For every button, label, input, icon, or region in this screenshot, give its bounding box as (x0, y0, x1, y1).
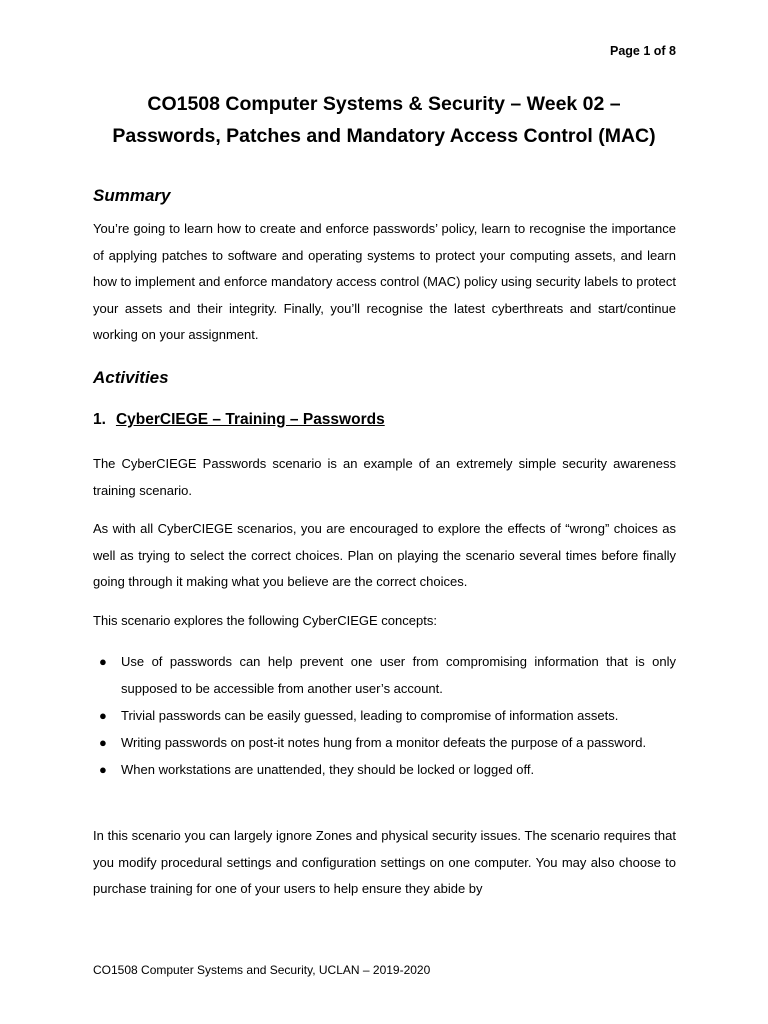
concepts-list (93, 648, 676, 783)
list-item (93, 729, 676, 756)
summary-heading: Summary (93, 186, 171, 205)
title-line-2: Passwords, Patches and Mandatory Access Control (MAC) (112, 125, 656, 147)
page-footer: CO1508 Computer Systems and Security, UCLAN – 2019-2020 (93, 963, 431, 977)
bullet-icon: ● (99, 654, 107, 669)
list-item-text: When workstations are unattended, they should be locked or logged off. (121, 762, 535, 777)
list-item (93, 648, 676, 702)
section-1-title: CyberCIEGE – Training – Passwords (115, 411, 385, 428)
list-item-text: Use of passwords can help prevent one user from compromising information that is only supposed to be accessible from another user’s account. (121, 654, 676, 696)
bullet-icon: ● (99, 735, 107, 750)
section-1-number: 1. (93, 411, 106, 428)
section-1-paragraph-1: The CyberCIEGE Passwords scenario is an example of an extremely simple security awareness training scenario. (93, 456, 676, 498)
list-item (93, 702, 676, 729)
section-1-paragraph-3: This scenario explores the following CyberCIEGE concepts: (93, 613, 437, 628)
page-number: Page 1 of 8 (610, 44, 676, 58)
summary-paragraph: You’re going to learn how to create and enforce passwords’ policy, learn to recognise the importance of applying patches to software and operating systems to protect your computing assets, and learn how to implement and enforce mandatory access control (MAC) policy using security labels to protect your assets and their integrity. Finally, you’ll recognise the latest cyberthreats and start/continue working on your assignment. (93, 221, 676, 342)
activities-heading: Activities (93, 368, 169, 387)
list-item-text: Writing passwords on post-it notes hung from a monitor defeats the purpose of a password. (121, 735, 647, 750)
bullet-icon: ● (99, 762, 107, 777)
bullet-icon: ● (99, 708, 107, 723)
document-title (60, 88, 708, 152)
section-1-paragraph-2: As with all CyberCIEGE scenarios, you are encouraged to explore the effects of “wrong” choices as well as trying to select the correct choices. Plan on playing the scenario several times before finally going through it making what you believe are the correct choices. (93, 521, 676, 589)
list-item (93, 756, 676, 783)
list-item-text: Trivial passwords can be easily guessed, leading to compromise of information assets. (121, 708, 619, 723)
section-1-heading (93, 411, 385, 429)
title-line-1: CO1508 Computer Systems & Security – Week 02 – (147, 93, 621, 115)
section-1-paragraph-4: In this scenario you can largely ignore Zones and physical security issues. The scenario requires that you modify procedural settings and configuration settings on one computer. You may also choose to purchase training for one of your users to help ensure they abide by (93, 828, 676, 896)
